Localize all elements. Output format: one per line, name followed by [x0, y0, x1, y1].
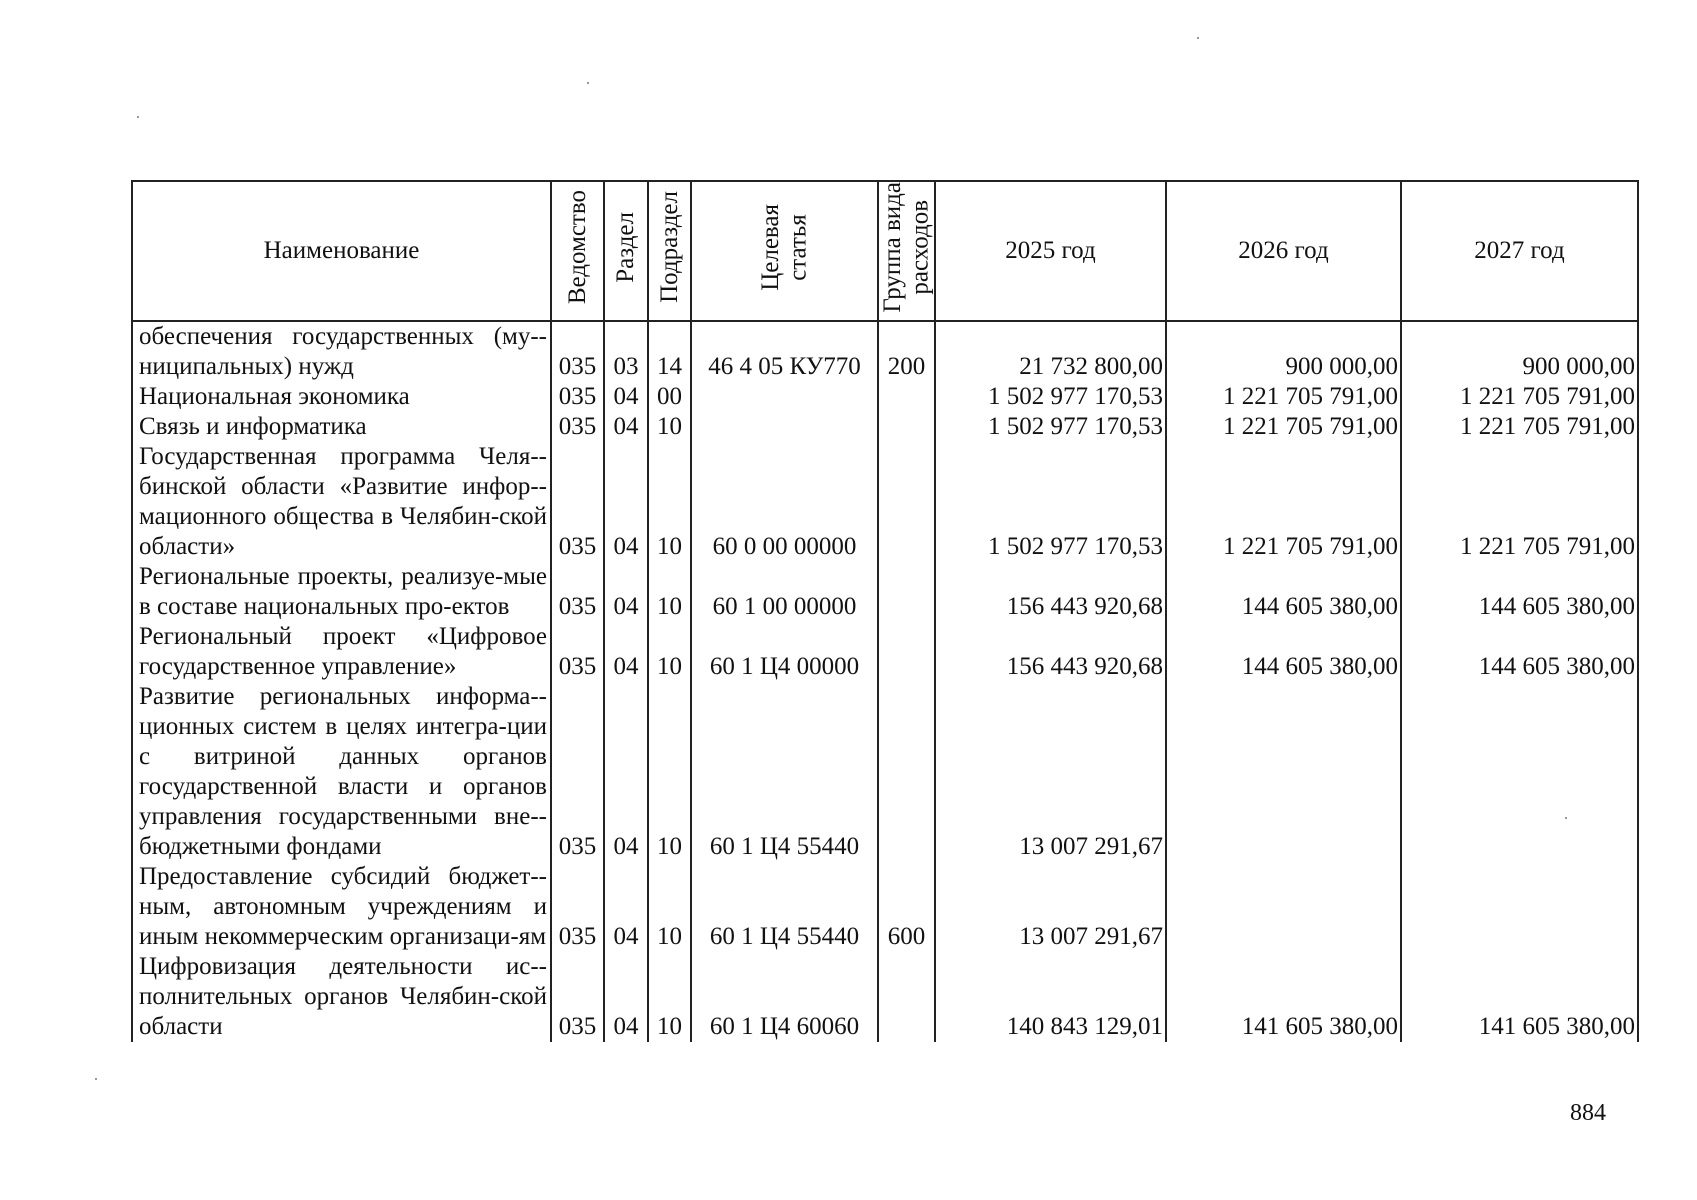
- row-2025: 140 843 129,01: [935, 952, 1166, 1042]
- scan-speck: [1565, 817, 1567, 819]
- header-name: Наименование: [132, 181, 551, 321]
- table-row: [132, 682, 1638, 862]
- table-row: [132, 562, 1638, 622]
- row-name: Национальная экономика: [132, 382, 551, 412]
- row-vedomstvo: 035: [551, 562, 604, 622]
- row-2027: 144 605 380,00: [1401, 622, 1638, 682]
- header-2026: 2026 год: [1166, 181, 1401, 321]
- row-podrazdel: 10: [648, 412, 691, 442]
- row-2026: 144 605 380,00: [1166, 622, 1401, 682]
- row-vedomstvo: 035: [551, 412, 604, 442]
- row-2027: [1401, 682, 1638, 862]
- table-row: [132, 412, 1638, 442]
- scan-speck: [587, 82, 589, 84]
- row-2025: 1 502 977 170,53: [935, 382, 1166, 412]
- row-2026: 144 605 380,00: [1166, 562, 1401, 622]
- row-gruppa: [878, 562, 935, 622]
- row-podrazdel: 10: [648, 442, 691, 562]
- header-row: [132, 181, 1638, 321]
- row-vedomstvo: 035: [551, 622, 604, 682]
- row-podrazdel: 10: [648, 682, 691, 862]
- row-celevaya: 60 1 Ц4 00000: [691, 622, 878, 682]
- header-vedomstvo: Ведомство: [551, 181, 604, 321]
- row-razdel: 04: [604, 952, 648, 1042]
- row-2026: [1166, 862, 1401, 952]
- row-celevaya: 60 1 00 00000: [691, 562, 878, 622]
- row-gruppa: [878, 412, 935, 442]
- row-vedomstvo: 035: [551, 862, 604, 952]
- row-name: Цифровизация деятельности ис-полнительных органов Челябин-ской области: [132, 952, 551, 1042]
- header-celevaya-statya: Целевая статья: [691, 181, 878, 321]
- row-vedomstvo: 035: [551, 442, 604, 562]
- row-gruppa: [878, 622, 935, 682]
- row-name: Региональный проект «Цифровое государственное управление»: [132, 622, 551, 682]
- table-row: [132, 622, 1638, 682]
- table-row: [132, 321, 1638, 382]
- row-gruppa: [878, 442, 935, 562]
- row-name: Государственная программа Челя-бинской области «Развитие инфор-мационного общества в Челябин-ской области»: [132, 442, 551, 562]
- row-razdel: 04: [604, 412, 648, 442]
- row-2026: 1 221 705 791,00: [1166, 442, 1401, 562]
- row-2027: 1 221 705 791,00: [1401, 382, 1638, 412]
- row-celevaya: 60 1 Ц4 55440: [691, 862, 878, 952]
- row-celevaya: [691, 412, 878, 442]
- header-podrazdel: Подраздел: [648, 181, 691, 321]
- page-number: 884: [1570, 1100, 1606, 1126]
- row-podrazdel: 10: [648, 562, 691, 622]
- row-razdel: 04: [604, 862, 648, 952]
- row-podrazdel: 14: [648, 321, 691, 382]
- row-2026: 141 605 380,00: [1166, 952, 1401, 1042]
- row-2027: 141 605 380,00: [1401, 952, 1638, 1042]
- scan-speck: [95, 1078, 97, 1080]
- row-2025: 1 502 977 170,53: [935, 412, 1166, 442]
- row-podrazdel: 10: [648, 622, 691, 682]
- row-2025: 156 443 920,68: [935, 562, 1166, 622]
- row-vedomstvo: 035: [551, 952, 604, 1042]
- row-gruppa: 200: [878, 321, 935, 382]
- scan-speck: [137, 116, 139, 118]
- row-2027: 900 000,00: [1401, 321, 1638, 382]
- row-celevaya: 60 1 Ц4 55440: [691, 682, 878, 862]
- row-name: Региональные проекты, реализуе-мые в составе национальных про-ектов: [132, 562, 551, 622]
- row-celevaya: 60 1 Ц4 60060: [691, 952, 878, 1042]
- row-2026: 1 221 705 791,00: [1166, 412, 1401, 442]
- row-razdel: 04: [604, 382, 648, 412]
- table-row: [132, 382, 1638, 412]
- row-2025: 156 443 920,68: [935, 622, 1166, 682]
- row-podrazdel: 10: [648, 862, 691, 952]
- scan-speck: [1197, 37, 1199, 39]
- row-vedomstvo: 035: [551, 382, 604, 412]
- row-vedomstvo: 035: [551, 682, 604, 862]
- row-gruppa: [878, 682, 935, 862]
- row-2027: 1 221 705 791,00: [1401, 412, 1638, 442]
- row-name: Связь и информатика: [132, 412, 551, 442]
- row-vedomstvo: 035: [551, 321, 604, 382]
- row-2027: 144 605 380,00: [1401, 562, 1638, 622]
- row-name: Развитие региональных информа-ционных систем в целях интегра-ции с витриной данных органов государственной власти и органов управления государственными вне-бюджетными фондами: [132, 682, 551, 862]
- row-razdel: 04: [604, 442, 648, 562]
- row-podrazdel: 10: [648, 952, 691, 1042]
- row-razdel: 04: [604, 562, 648, 622]
- row-2027: [1401, 862, 1638, 952]
- row-2025: 21 732 800,00: [935, 321, 1166, 382]
- row-celevaya: 46 4 05 КУ770: [691, 321, 878, 382]
- row-razdel: 04: [604, 682, 648, 862]
- header-2025: 2025 год: [935, 181, 1166, 321]
- row-name: Предоставление субсидий бюджет-ным, автономным учреждениям и иным некоммерческим организаци-ям: [132, 862, 551, 952]
- row-2025: 13 007 291,67: [935, 682, 1166, 862]
- row-2026: 900 000,00: [1166, 321, 1401, 382]
- table-row: [132, 862, 1638, 952]
- row-gruppa: 600: [878, 862, 935, 952]
- row-podrazdel: 00: [648, 382, 691, 412]
- row-gruppa: [878, 952, 935, 1042]
- header-razdel: Раздел: [604, 181, 648, 321]
- row-2027: 1 221 705 791,00: [1401, 442, 1638, 562]
- row-name: обеспечения государственных (му-ниципальных) нужд: [132, 321, 551, 382]
- table-row: [132, 442, 1638, 562]
- row-celevaya: [691, 382, 878, 412]
- row-2025: 1 502 977 170,53: [935, 442, 1166, 562]
- table-row: [132, 952, 1638, 1042]
- row-2026: [1166, 682, 1401, 862]
- row-gruppa: [878, 382, 935, 412]
- row-celevaya: 60 0 00 00000: [691, 442, 878, 562]
- row-razdel: 04: [604, 622, 648, 682]
- header-gruppa-vida-rashodov: Группа вида расходов: [878, 181, 935, 321]
- row-razdel: 03: [604, 321, 648, 382]
- row-2025: 13 007 291,67: [935, 862, 1166, 952]
- header-2027: 2027 год: [1401, 181, 1638, 321]
- budget-table: [131, 180, 1639, 1042]
- row-2026: 1 221 705 791,00: [1166, 382, 1401, 412]
